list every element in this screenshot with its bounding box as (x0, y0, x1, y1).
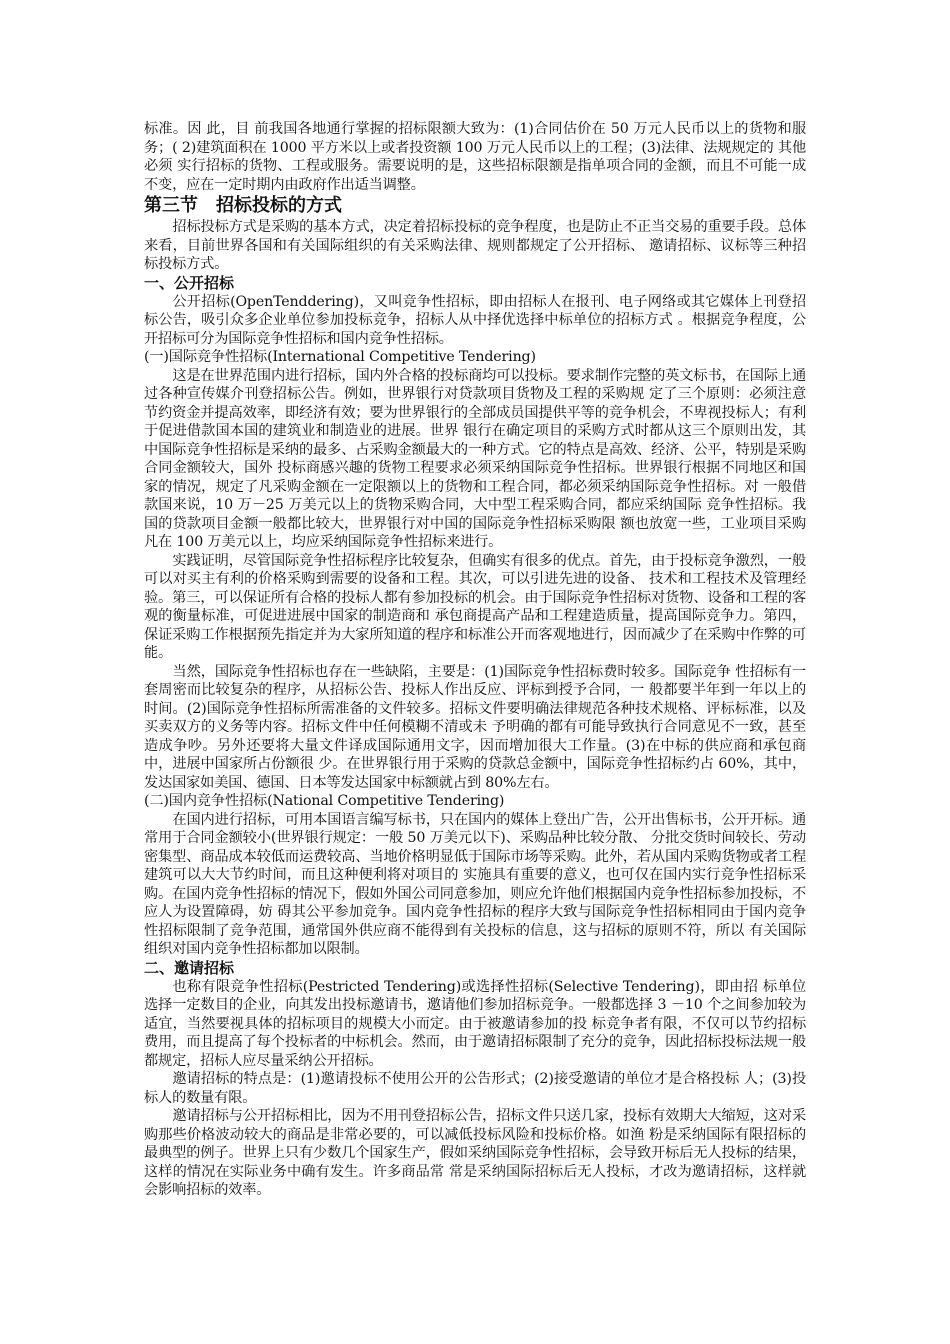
paragraph-invited-1: 也称有限竞争性招标(Pestricted Tendering)或选择性招标(Selective Tendering)，即由招 标单位选择一定数目的企业，向其发出投标邀请书，邀请他们参加招标竞争。一般都选择 3 －10 个之间参加较为适宜，当然要视具体的招标项目的规模大小而定。由于被邀请参加的投 标竞争者有限，不仅可以节约招标费用，而且提高了每个投标者的中标机会。然而，由于邀请招标限制了充分的竞争，因此招标投标法规一般都规定，招标人应尽量采纳公开招标。 (144, 978, 806, 1069)
heading-open-tendering: 一、公开招标 (144, 273, 235, 292)
subheading-international: (一)国际竞争性招标(International Competitive Tendering) (144, 349, 536, 365)
document-page (144, 120, 806, 1200)
subheading-national: (二)国内竞争性招标(National Competitive Tendering) (144, 793, 505, 809)
paragraph-international-2: 实践证明，尽管国际竞争性招标程序比较复杂，但确实有很多的优点。首先，由于投标竞争激烈，一般可以对买主有利的价格采购到需要的设备和工程。其次，可以引进先进的设备、 技术和工程技术及管理经验。第三，可以保证所有合格的投标人都有参加投标的机会。由于国际竞争性招标对货物、设备和工程的客观的衡量标准，可促进进展中国家的制造商和 承包商提高产品和工程建造质量，提高国际竞争力。第四，保证采购工作根据预先指定并为大家所知道的程序和标准公开而客观地进行，因而减少了在采购中作弊的可能。 (144, 552, 806, 661)
paragraph-section-intro: 招标投标方式是采购的基本方式，决定着招标投标的竞争程度，也是防止不正当交易的重要手段。总体来看，目前世界各国和有关国际组织的有关采购法律、规则都规定了公开招标、 邀请招标、议标等三种招标投标方式。 (144, 219, 806, 272)
paragraph-intro: 标准。因 此，目 前我国各地通行掌握的招标限额大致为：(1)合同估价在 50 万元人民币以上的货物和服务；( 2)建筑面积在 1000 平方米以上或者投资额 100 万元人民币以上的工程；(3)法律、法规规定的 其他必须 实行招标的货物、工程或服务。需要说明的是，这些招标限额是指单项合同的金额，而且不可能一成不变，应在一定时期内由政府作出适当调整。 (144, 121, 806, 193)
section-title: 第三节 招标投标的方式 (144, 195, 342, 216)
paragraph-international-1: 这是在世界范围内进行招标，国内外合格的投标商均可以投标。要求制作完整的英文标书，在国际上通过各种宣传媒介刊登招标公告。例如，世界银行对贷款项目货物及工程的采购规 定了三个原则：必须注意节约资金并提高效率，即经济有效；要为世界银行的全部成员国提供平等的竞争机会，不卑视投标人；有利于促进借款国本国的建筑业和制造业的进展。世界 银行在确定项目的采购方式时都从这三个原则出发，其中国际竞争性招标是采纳的最多、占采购金额最大的一种方式。它的特点是高效、经济、公平，特别是采购合同金额较大，国外 投标商感兴趣的货物工程要求必须采纳国际竞争性招标。世界银行根据不同地区和国家的情况，规定了凡采购金额在一定限额以上的货物和工程合同，都必须采纳国际竞争性招标。对 一般借款国来说，10 万－25 万美元以上的货物采购合同，大中型工程采购合同，都应采纳国际 竞争性招标。我国的贷款项目金额一般都比较大，世界银行对中国的国际竞争性招标采购限 额也放宽一些，工业项目采购凡在 100 万美元以上，均应采纳国际竞争性招标来进行。 (144, 367, 806, 550)
paragraph-invited-2: 邀请招标的特点是：(1)邀请投标不使用公开的公告形式；(2)接受邀请的单位才是合格投标 人；(3)投标人的数量有限。 (144, 1071, 806, 1106)
paragraph-national: 在国内进行招标，可用本国语言编写标书，只在国内的媒体上登出广告，公开出售标书，公开开标。通常用于合同金额较小(世界银行规定：一般 50 万美元以下)、采购品种比较分散、 分批交货时间较长、劳动密集型、商品成本较低而运费较高、当地价格明显低于国际市场等采购。此外，若从国内采购货物或者工程建筑可以大大节约时间，而且这种便利将对项目的 实施具有重要的意义，也可仅在国内实行竞争性招标采购。在国内竞争性招标的情况下，假如外国公司同意参加，则应允许他们根据国内竞争性招标参加投标，不应人为设置障碍，妨 碍其公平参加竞争。国内竞争性招标的程序大致与国际竞争性招标相同由于国内竞争性招标限制了竞争范围，通常国外供应商不能得到有关投标的信息，这与招标的原则不符，所以 有关国际组织对国内竞争性招标都加以限制。 (144, 811, 806, 957)
paragraph-open-tendering: 公开招标(OpenTenddering)，又叫竞争性招标，即由招标人在报刊、电子网络或其它媒体上刊登招标公告，吸引众多企业单位参加投标竞争，招标人从中择优选择中标单位的招标方式 。根据竞争程度，公开招标可分为国际竞争性招标和国内竞争性招标。 (144, 293, 806, 347)
paragraph-invited-3: 邀请招标与公开招标相比，因为不用刊登招标公告，招标文件只送几家，投标有效期大大缩短，这对采购那些价格波动较大的商品是非常必要的，可以减低投标风险和投标价格。如渔 粉是采纳国际有限招标的最典型的例子。世界上只有少数几个国家生产，假如采纳国际竞争性招标，会导致开标后无人投标的结果，这样的情况在实际业务中确有发生。许多商品常 常是采纳国际招标后无人投标，才改为邀请招标，这样就会影响招标的效率。 (144, 1108, 806, 1198)
paragraph-international-3: 当然，国际竞争性招标也存在一些缺陷，主要是：(1)国际竞争性招标费时较多。国际竞争 性招标有一套周密而比较复杂的程序，从招标公告、投标人作出反应、评标到授予合同，一 般都要半年到一年以上的时间。(2)国际竞争性招标所需准备的文件较多。招标文件要明确法律规范各种技术规格、评标标准，以及买卖双方的义务等内容。招标文件中任何模糊不清或未 予明确的都有可能导致执行合同意见不一致，甚至造成争吵。另外还要将大量文件译成国际通用文字，因而增加很大工作量。(3)在中标的供应商和承包商中，进展中国家所占份额很 少。在世界银行用于采购的贷款总金额中，国际竞争性招标约占 60%，其中，发达国家如美国、德国、日本等发达国家中标额就占到 80%左右。 (144, 663, 806, 791)
heading-invited-tendering: 二、邀请招标 (144, 958, 235, 977)
